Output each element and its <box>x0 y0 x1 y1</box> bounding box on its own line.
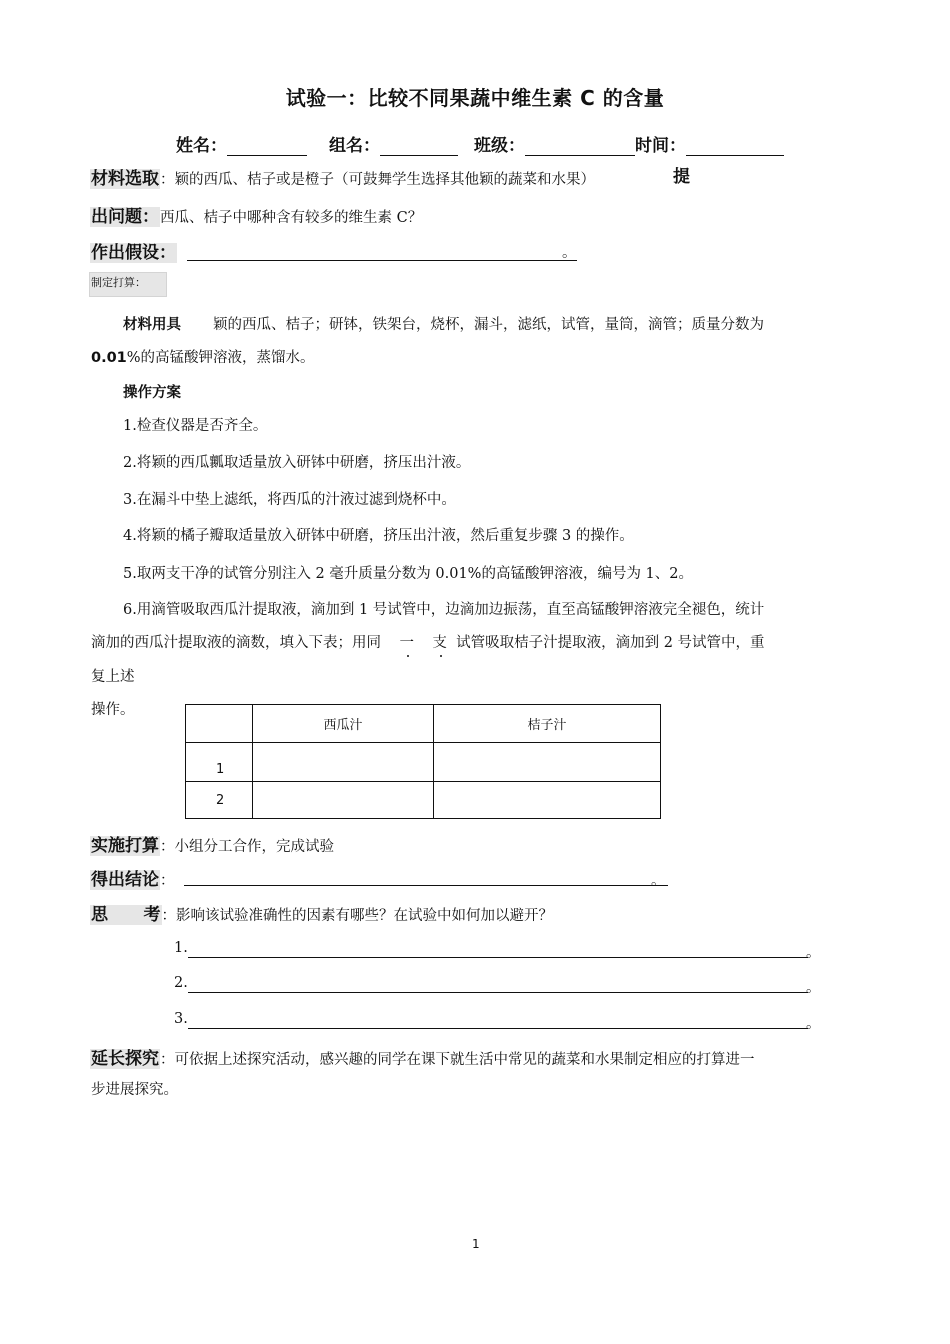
materials-select-label: 材料选取 <box>91 169 159 189</box>
table-row-index: 2 <box>186 782 253 819</box>
time-label: 时间： <box>635 136 686 156</box>
procedure-step-6-line-2 <box>91 631 765 652</box>
hypothesis-label: 作出假设： <box>91 243 176 263</box>
group-field-row <box>329 131 458 156</box>
results-table <box>185 704 661 819</box>
hypothesis-row <box>90 238 177 263</box>
think-item-3-number: 3. <box>174 1011 188 1027</box>
think-item-1-blank[interactable] <box>188 940 808 958</box>
name-field-row <box>176 131 307 156</box>
question-text: 西瓜、桔子中哪种含有较多的维生素 C？ <box>160 210 423 226</box>
implement-text: ：小组分工合作，完成试验 <box>160 839 334 855</box>
tools-concentration: 0.01 <box>91 350 127 366</box>
step6-text-b: 试管吸取桔子汁提取液，滴加到 2 号试管中，重 <box>456 635 765 651</box>
conclusion-row <box>90 865 175 890</box>
implement-row <box>90 831 334 856</box>
question-label: 出问题： <box>91 207 159 227</box>
step6-text-a: 滴加的西瓜汁提取液的滴数，填入下表；用同 <box>91 635 381 651</box>
table-header-cell <box>186 705 253 743</box>
implement-label: 实施打算 <box>91 836 159 856</box>
think-item-2-blank[interactable] <box>188 975 808 993</box>
materials-select-row <box>90 164 595 189</box>
procedure-label: 操作方案 <box>123 385 181 401</box>
think-label: 思 考 <box>91 905 161 925</box>
think-item-3-end: 。 <box>806 1016 821 1032</box>
question-row <box>90 202 422 227</box>
procedure-step-5: 5.取两支干净的试管分别注入 2 毫升质量分数为 0.01%的高锰酸钾溶液，编号为 1、2。 <box>123 566 694 582</box>
page-number: 1 <box>472 1237 480 1251</box>
table-cell[interactable] <box>253 782 434 819</box>
table-cell[interactable] <box>434 743 661 782</box>
class-label: 班级： <box>474 136 525 156</box>
extend-row <box>90 1044 755 1069</box>
think-item-1-end: 。 <box>806 945 821 961</box>
tools-line-2 <box>91 346 315 367</box>
think-row <box>90 900 553 925</box>
conclusion-label: 得出结论 <box>91 870 159 890</box>
procedure-step-4: 4.将颖的橘子瓣取适量放入研钵中研磨，挤压出汁液，然后重复步骤 3 的操作。 <box>123 528 634 544</box>
think-item-2-number: 2. <box>174 975 188 991</box>
conclusion-blank[interactable] <box>184 866 668 886</box>
procedure-step-6-line-4: 操作。 <box>91 702 135 718</box>
table-row <box>186 743 661 782</box>
page-title: 试验一：比较不同果蔬中维生素 C 的含量 <box>285 86 665 110</box>
step6-emphasis-1: 一 <box>399 635 414 651</box>
step6-emphasis-2: 支 <box>432 635 447 651</box>
procedure-step-3: 3.在漏斗中垫上滤纸，将西瓜的汁液过滤到烧杯中。 <box>123 492 456 508</box>
tools-label: 材料用具 <box>123 317 181 333</box>
class-field-row <box>474 131 784 156</box>
conclusion-end: 。 <box>651 873 666 889</box>
extend-text-1: ：可依据上述探究活动，感兴趣的同学在课下就生活中常见的蔬菜和水果制定相应的打算进一 <box>160 1052 755 1068</box>
think-item-1-number: 1. <box>174 940 188 956</box>
name-label: 姓名： <box>176 136 227 156</box>
extend-text-2: 步进展探究。 <box>91 1082 178 1098</box>
conclusion-colon: ： <box>160 873 175 889</box>
think-text: ：影响该试验准确性的因素有哪些？在试验中如何加以避开？ <box>161 908 554 924</box>
time-blank[interactable] <box>686 137 784 156</box>
plan-label: 制定打算： <box>89 272 167 297</box>
group-label: 组名： <box>329 136 380 156</box>
table-cell[interactable] <box>253 743 434 782</box>
table-header-row <box>186 705 661 743</box>
extend-label: 延长探究 <box>91 1049 159 1069</box>
tools-text-2: %的高锰酸钾溶液，蒸馏水。 <box>126 350 315 366</box>
table-row <box>186 782 661 819</box>
materials-select-tail: 提 <box>673 167 690 187</box>
table-header-cell: 桔子汁 <box>434 705 661 743</box>
procedure-step-1: 1.检查仪器是否齐全。 <box>123 418 268 434</box>
procedure-step-6-line-3: 复上述 <box>91 669 135 685</box>
table-header-cell: 西瓜汁 <box>253 705 434 743</box>
hypothesis-end: 。 <box>562 245 577 261</box>
name-blank[interactable] <box>227 137 307 156</box>
tools-line-1 <box>123 313 764 334</box>
think-item-3-blank[interactable] <box>188 1011 808 1029</box>
class-blank[interactable] <box>525 137 635 156</box>
hypothesis-blank[interactable] <box>187 240 577 261</box>
group-blank[interactable] <box>380 137 458 156</box>
table-row-index: 1 <box>186 743 253 782</box>
tools-text-1: 颖的西瓜、桔子；研钵，铁架台，烧杯，漏斗，滤纸，试管，量筒，滴管；质量分数为 <box>213 317 764 333</box>
think-item-2-end: 。 <box>806 980 821 996</box>
materials-select-text: ：颖的西瓜、桔子或是橙子（可鼓舞学生选择其他颖的蔬菜和水果） <box>160 172 595 188</box>
table-cell[interactable] <box>434 782 661 819</box>
procedure-step-6-line-1: 6.用滴管吸取西瓜汁提取液，滴加到 1 号试管中，边滴加边振荡，直至高锰酸钾溶液完全褪色，统计 <box>123 602 765 618</box>
procedure-step-2: 2.将颖的西瓜瓤取适量放入研钵中研磨，挤压出汁液。 <box>123 455 471 471</box>
